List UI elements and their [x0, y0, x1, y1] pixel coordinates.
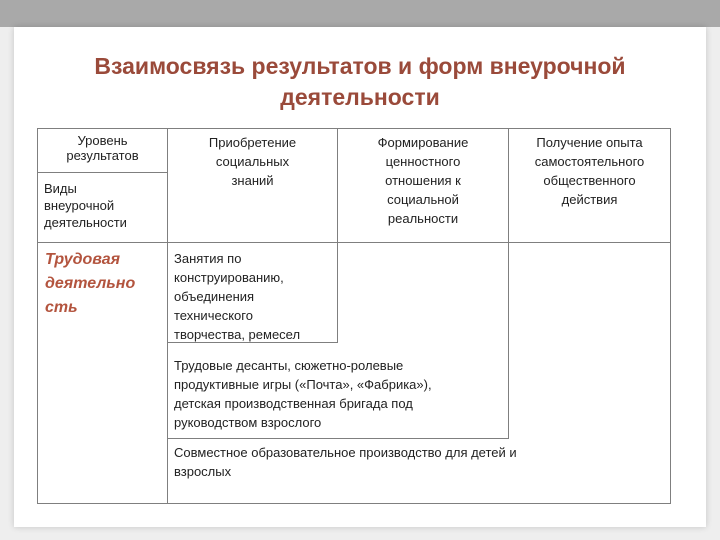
- header-value-attitude: [338, 133, 508, 228]
- header-independent-action: [509, 133, 670, 209]
- header-line: Приобретение: [208, 135, 297, 150]
- form-line: детская производственная бригада под: [174, 396, 413, 411]
- form-joint-production: [174, 443, 669, 481]
- form-line: Трудовые десанты, сюжетно-ролевые: [174, 358, 404, 373]
- slide-title: [14, 51, 706, 113]
- table-border-right: [670, 128, 671, 504]
- form-design-classes: [174, 249, 337, 344]
- corner-activity-line: внеурочной: [44, 198, 115, 213]
- header-line: отношения к: [385, 173, 461, 188]
- header-line: Получение опыта: [536, 135, 643, 150]
- header-line: Формирование: [377, 135, 469, 150]
- table-border-bottom: [37, 503, 671, 504]
- header-social-knowledge: [168, 133, 337, 190]
- form-line: творчества, ремесел: [174, 327, 301, 342]
- corner-activity-label: [44, 180, 166, 231]
- row-divider-2: [167, 438, 509, 439]
- form-line: продуктивные игры («Почта», «Фабрика»),: [174, 377, 432, 392]
- header-line: социальной: [387, 192, 459, 207]
- header-divider: [37, 242, 671, 243]
- form-line: взрослых: [174, 464, 232, 479]
- form-line: конструированию,: [174, 270, 284, 285]
- slide: [14, 27, 706, 527]
- table-border-top: [37, 128, 671, 129]
- header-line: общественного: [543, 173, 636, 188]
- form-line: руководством взрослого: [174, 415, 322, 430]
- header-line: действия: [561, 192, 618, 207]
- header-line: реальности: [387, 211, 459, 226]
- table-border-left: [37, 128, 38, 504]
- activity-type-line: Трудовая: [45, 251, 121, 268]
- activity-type-line: деятельно: [45, 275, 136, 292]
- corner-divider: [37, 172, 168, 173]
- corner-results-label: [38, 133, 167, 163]
- header-line: знаний: [231, 173, 274, 188]
- header-line: ценностного: [385, 154, 461, 169]
- title-line-1: Взаимосвязь результатов и форм внеурочной: [94, 53, 626, 79]
- activity-type-line: сть: [45, 299, 78, 316]
- corner-activity-line: Виды: [44, 181, 77, 196]
- header-line: социальных: [215, 154, 290, 169]
- form-labor-landings: [174, 356, 508, 432]
- form-line: Совместное образовательное производство для детей и: [174, 445, 517, 460]
- form-line: технического: [174, 308, 253, 323]
- activity-type-labor: [45, 248, 167, 320]
- form-line: объединения: [174, 289, 255, 304]
- header-line: самостоятельного: [534, 154, 645, 169]
- corner-results-line: результатов: [66, 148, 139, 163]
- form-line: Занятия по: [174, 251, 242, 266]
- title-line-2: деятельности: [280, 84, 440, 110]
- corner-activity-line: деятельности: [44, 215, 127, 230]
- corner-results-line: Уровень: [77, 133, 128, 148]
- top-band: [0, 0, 720, 27]
